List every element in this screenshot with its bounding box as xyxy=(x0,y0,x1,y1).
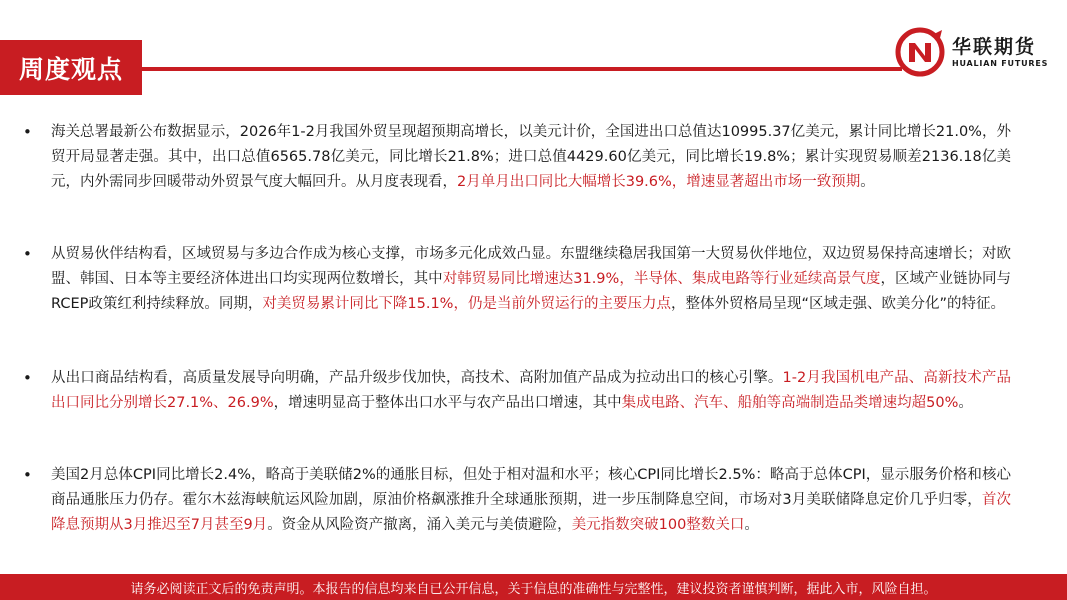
highlight-segment: 2月单月出口同比大幅增长39.6%，增速显著超出市场一致预期 xyxy=(457,174,861,190)
highlight-segment: 对韩贸易同比增速达31.9%，半导体、集成电路等行业延续高景气度 xyxy=(442,271,881,287)
brand-name-cn: 华联期货 xyxy=(952,36,1037,58)
header-divider xyxy=(142,67,902,71)
highlight-segment: 1-2月我国机电产品、高新技术产品出口同比分别增长27.1%、26.9% xyxy=(51,370,1011,411)
text-segment: 。资金从风险资产撤离，涌入美元与美债避险， xyxy=(267,517,572,533)
highlight-segment: 对美贸易累计同比下降15.1%，仍是当前外贸运行的主要压力点 xyxy=(262,296,671,312)
text-segment: 美国2月总体CPI同比增长2.4%，略高于美联储2%的通胀目标，但处于相对温和水平；核心CPI同比增长2.5%：略高于总体CPI，显示服务价格和核心商品通胀压力仍存。霍尔木兹海峡航运风险加剧，原油价格飙涨推升全球通胀预期，进一步压制降息空间，市场对3月美联储降息定价几乎归零， xyxy=(51,467,1011,508)
highlight-segment: 美元指数突破100整数关口 xyxy=(571,517,745,533)
highlight-segment: 首次降息预期从3月推迟至7月甚至9月 xyxy=(51,492,1011,533)
text-segment: 。 xyxy=(958,395,973,411)
disclaimer-footer xyxy=(0,574,1067,600)
text-segment: ，整体外贸格局呈现“区域走强、欧美分化”的特征。 xyxy=(670,296,1005,312)
text-segment: 。 xyxy=(860,174,875,190)
bullet-dot: • xyxy=(23,245,32,263)
text-segment: 海关总署最新公布数据显示，2026年1-2月我国外贸呈现超预期高增长，以美元计价，全国进出口总值达10995.37亿美元，累计同比增长21.0%，外贸开局显著走强。其中，出口总值6565.78亿美元，同比增长21.8%；进口总值4429.60亿美元，同比增长19.8%；累计实现贸易顺差2136.18亿美元，内外需同步回暖带动外贸景气度大幅回升。从月度表现看， xyxy=(51,124,1011,190)
text-segment: 从贸易伙伴结构看，区域贸易与多边合作成为核心支撑，市场多元化成效凸显。东盟继续稳居我国第一大贸易伙伴地位，双边贸易保持高速增长；对欧盟、韩国、日本等主要经济体进出口均实现两位数增长，其中 xyxy=(51,246,1011,287)
brand-logo xyxy=(894,26,1054,78)
text-segment: ，增速明显高于整体出口水平与农产品出口增速，其中 xyxy=(273,395,622,411)
page-title-text: 周度观点 xyxy=(18,54,123,84)
page-title xyxy=(0,40,142,95)
text-segment: 从出口商品结构看，高质量发展导向明确，产品升级步伐加快，高技术、高附加值产品成为拉动出口的核心引擎。 xyxy=(51,370,783,386)
bullet-text xyxy=(51,120,1011,195)
bullet-text xyxy=(51,366,1011,416)
text-segment: 。 xyxy=(744,517,759,533)
hualian-logo-icon xyxy=(894,26,946,78)
text-segment: ，区域产业链协同与RCEP政策红利持续释放。同期， xyxy=(51,271,1012,312)
disclaimer-text: 请务必阅读正文后的免责声明。本报告的信息均来自已公开信息，关于信息的准确性与完整性，建议投资者谨慎判断，据此入市，风险自担。 xyxy=(130,581,937,597)
bullet-dot: • xyxy=(23,123,32,141)
bullet-dot: • xyxy=(23,369,32,387)
bullet-text xyxy=(51,242,1011,317)
brand-name-en: HUALIAN FUTURES xyxy=(952,59,1049,68)
highlight-segment: 集成电路、汽车、船舶等高端制造品类增速均超50% xyxy=(621,395,959,411)
bullet-dot: • xyxy=(23,466,32,484)
bullet-text xyxy=(51,463,1011,538)
